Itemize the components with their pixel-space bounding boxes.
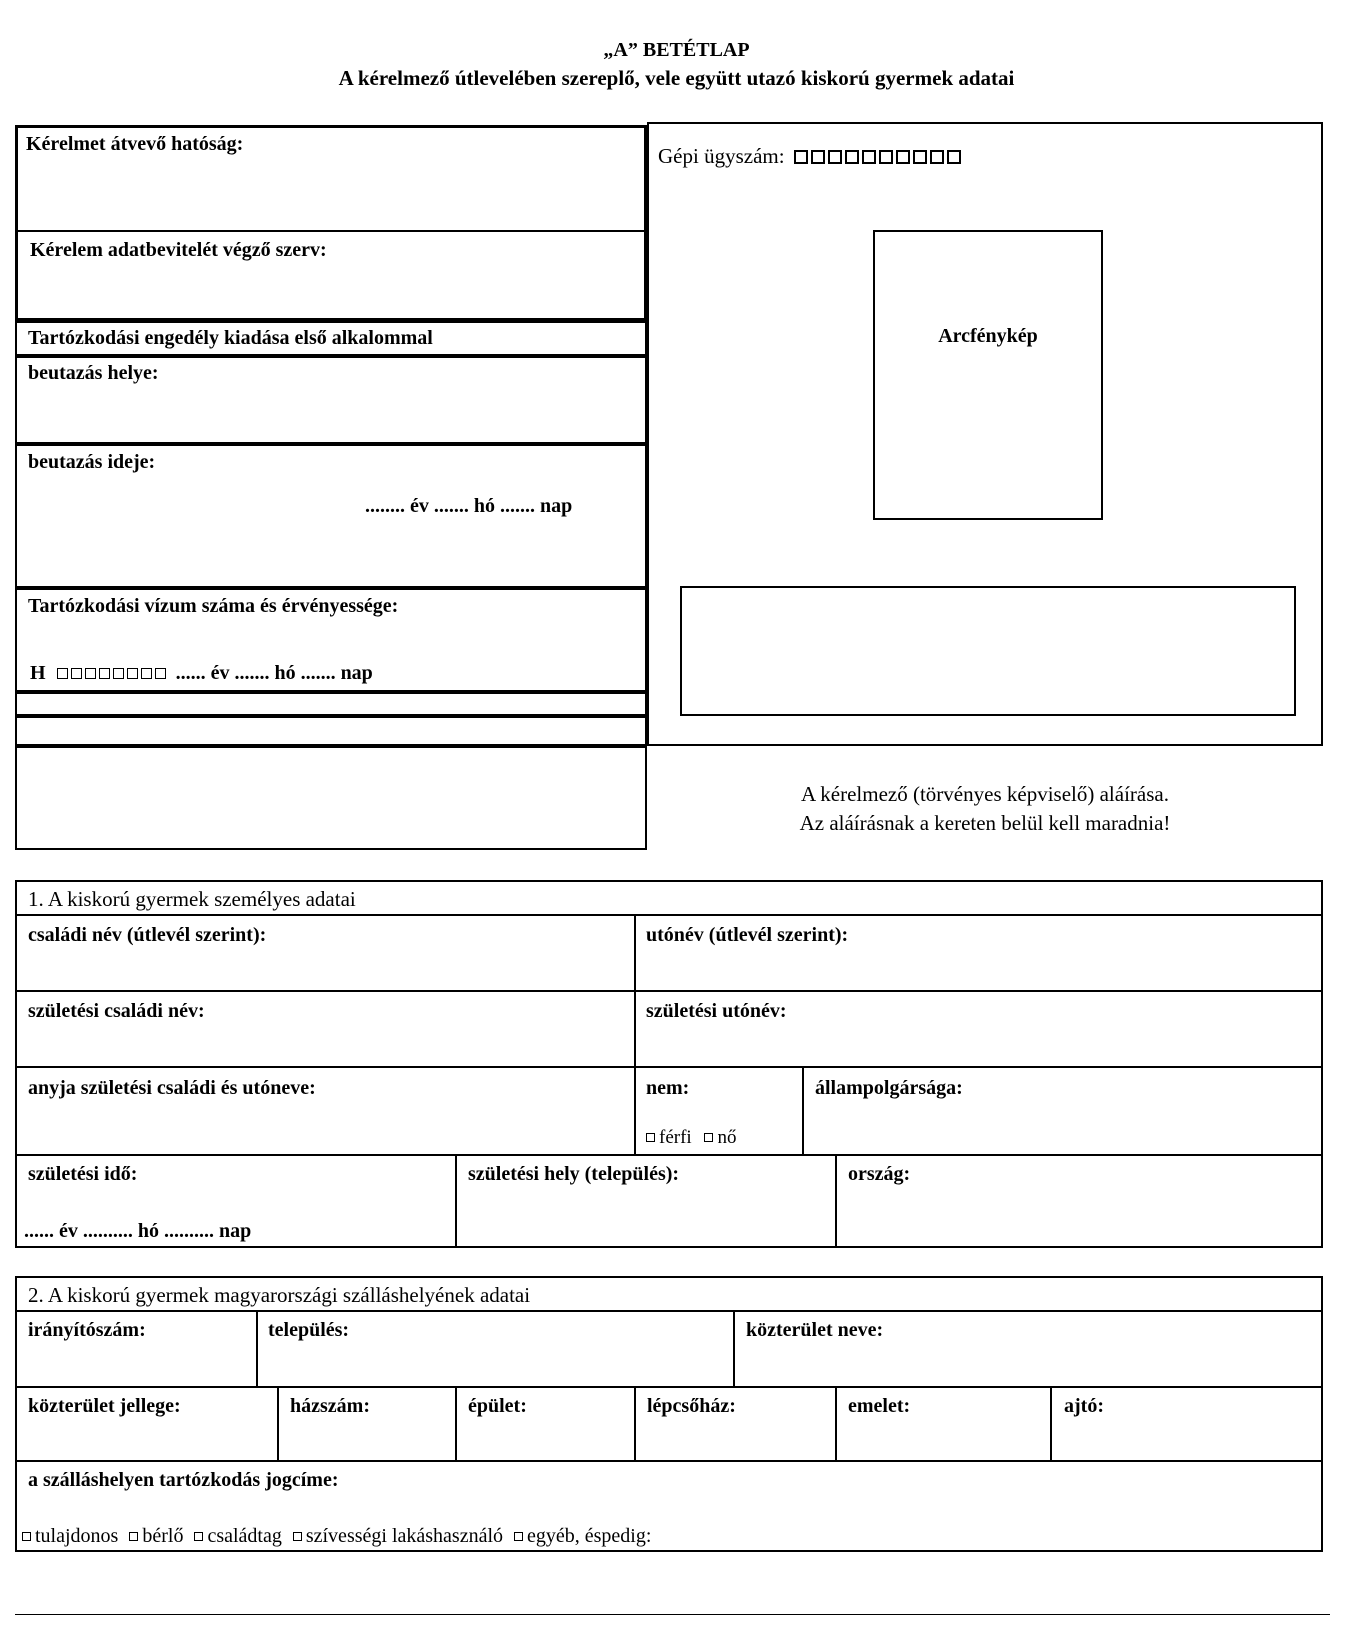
- permit-first-label: Tartózkodási engedély kiadása első alkalommal: [28, 327, 433, 349]
- divider: [802, 1066, 804, 1154]
- other-checkbox[interactable]: [514, 1532, 523, 1541]
- divider: [1050, 1386, 1052, 1460]
- sex-options: [646, 1128, 736, 1147]
- divider: [15, 990, 1323, 992]
- birth-date-fill: ...... év .......... hó .......... nap: [24, 1220, 252, 1242]
- postcode-label: irányítószám:: [28, 1319, 146, 1341]
- street-name-label: közterület neve:: [746, 1319, 884, 1341]
- birth-family-name-label: születési családi név:: [28, 1000, 205, 1022]
- tenant-label: bérlő: [142, 1525, 184, 1547]
- given-name-label: utónév (útlevél szerint):: [646, 924, 849, 946]
- divider: [835, 1386, 837, 1460]
- divider: [15, 1386, 1323, 1388]
- divider: [15, 1066, 1323, 1068]
- divider: [277, 1386, 279, 1460]
- family-name-label: családi név (útlevél szerint):: [28, 924, 267, 946]
- photo-label: Arcfénykép: [938, 325, 1038, 347]
- section2-title: 2. A kiskorú gyermek magyarországi szálláshelyének adatai: [28, 1283, 531, 1307]
- citizenship-label: állampolgársága:: [815, 1077, 963, 1099]
- settlement-label: település:: [268, 1319, 350, 1341]
- visa-number-boxes[interactable]: [57, 662, 174, 684]
- visa-number-row: [30, 663, 373, 683]
- section1-title: 1. A kiskorú gyermek személyes adatai: [28, 887, 356, 911]
- divider: [835, 1154, 837, 1248]
- authority-label: Kérelmet átvevő hatóság:: [26, 133, 244, 155]
- case-number-row: [658, 146, 964, 167]
- data-entry-label: Kérelem adatbevitelét végző szerv:: [30, 239, 327, 261]
- door-label: ajtó:: [1064, 1395, 1104, 1417]
- case-number-label: Gépi ügyszám:: [658, 144, 785, 168]
- divider: [256, 1310, 258, 1386]
- staircase-label: lépcsőház:: [647, 1395, 736, 1417]
- visa-label: Tartózkodási vízum száma és érvényessége:: [28, 595, 399, 617]
- birth-place-label: születési hely (település):: [468, 1163, 680, 1185]
- empty-row-1: [15, 692, 647, 716]
- house-number-label: házszám:: [290, 1395, 370, 1417]
- entry-place-label: beutazás helye:: [28, 362, 159, 384]
- divider: [733, 1310, 735, 1386]
- page-subtitle: A kérelmező útlevelében szereplő, vele együtt utazó kiskorú gyermek adatai: [338, 66, 1015, 90]
- family-member-checkbox[interactable]: [194, 1532, 203, 1541]
- divider: [15, 914, 1323, 916]
- divider: [15, 1310, 1323, 1312]
- country-label: ország:: [848, 1163, 911, 1185]
- divider: [634, 914, 636, 1154]
- female-label: nő: [717, 1127, 737, 1148]
- birth-given-name-label: születési utónév:: [646, 1000, 787, 1022]
- bottom-rule: [15, 1614, 1330, 1615]
- divider: [15, 1154, 1323, 1156]
- empty-row-3[interactable]: [15, 746, 647, 850]
- signature-caption-1: A kérelmező (törvényes képviselő) aláírása.: [801, 782, 1169, 806]
- owner-checkbox[interactable]: [22, 1532, 31, 1541]
- favour-user-checkbox[interactable]: [293, 1532, 302, 1541]
- visa-date-fill: ...... év ....... hó ....... nap: [175, 662, 373, 684]
- legal-title-label: a szálláshelyen tartózkodás jogcíme:: [28, 1469, 339, 1491]
- legal-title-options: [22, 1526, 651, 1546]
- entry-date-label: beutazás ideje:: [28, 451, 156, 473]
- divider: [455, 1154, 457, 1248]
- photo-box: [873, 230, 1103, 520]
- sex-label: nem:: [646, 1077, 690, 1099]
- owner-label: tulajdonos: [35, 1525, 119, 1547]
- page-title: „A” BETÉTLAP: [603, 39, 750, 61]
- divider: [15, 1460, 1323, 1462]
- male-label: férfi: [659, 1127, 692, 1148]
- divider: [634, 1386, 636, 1460]
- female-checkbox[interactable]: [704, 1133, 713, 1142]
- signature-caption-2: Az aláírásnak a kereten belül kell maradnia!: [799, 811, 1171, 835]
- mother-name-label: anyja születési családi és utóneve:: [28, 1077, 316, 1099]
- building-label: épület:: [468, 1395, 527, 1417]
- divider: [455, 1386, 457, 1460]
- entry-date-fill: ........ év ....... hó ....... nap: [365, 495, 573, 517]
- other-label: egyéb, éspedig:: [527, 1525, 652, 1547]
- divider: [15, 230, 647, 232]
- favour-user-label: szívességi lakáshasználó: [305, 1525, 504, 1547]
- visa-prefix: H: [30, 662, 46, 684]
- birth-date-label: születési idő:: [28, 1163, 138, 1185]
- male-checkbox[interactable]: [646, 1133, 655, 1142]
- tenant-checkbox[interactable]: [129, 1532, 138, 1541]
- floor-label: emelet:: [848, 1395, 911, 1417]
- street-type-label: közterület jellege:: [28, 1395, 181, 1417]
- family-member-label: családtag: [207, 1525, 282, 1547]
- empty-row-2: [15, 716, 647, 746]
- case-number-boxes[interactable]: [794, 144, 964, 168]
- signature-box[interactable]: [680, 586, 1296, 716]
